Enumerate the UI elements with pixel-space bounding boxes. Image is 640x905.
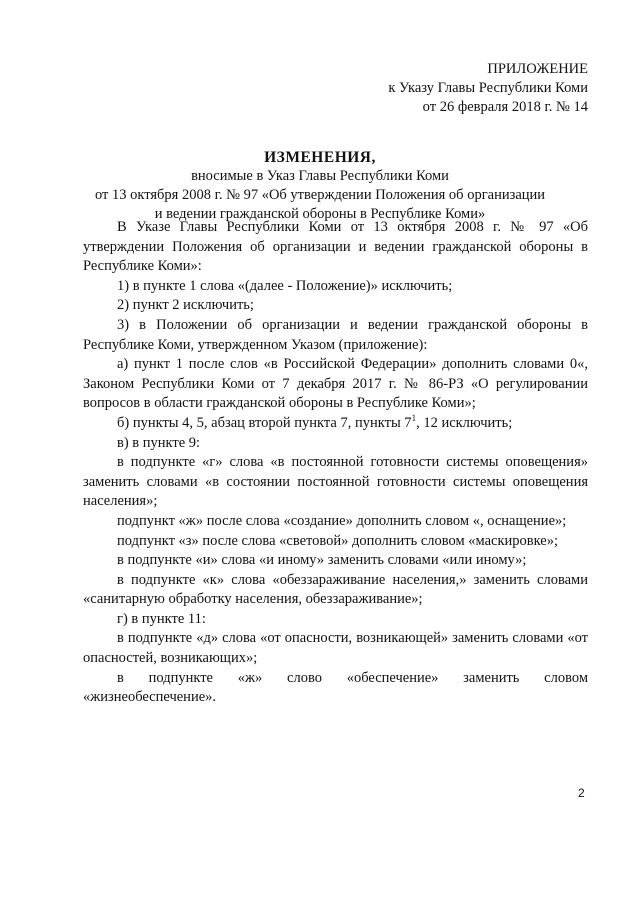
paragraph: в подпункте «и» слова «и иному» заменить словами «или иному»; [117,552,527,569]
paragraph: В Указе Главы Республики Коми от 13 октября 2008 г. № 97 «Об утверждении Положения об организации и ведении гражданской обороны в Республике Коми»: [83,219,588,275]
paragraph-text: , 12 исключить; [416,414,513,431]
title-line-3: и ведении гражданской обороны в Республике Коми» [154,206,486,222]
paragraph: а) пункт 1 после слов «в Российской Федерации» дополнить словами 0«, Законом Республики Коми от 7 декабря 2017 г. № 86-РЗ «О регулировании вопросов в области гражданской обороны в Республике Коми»; [83,356,588,412]
paragraph: подпункт «ж» после слова «создание» дополнить словом «, оснащение»; [117,512,567,529]
page-number: 2 [578,786,585,800]
paragraph: 1) в пункте 1 слова «(далее - Положение)» исключить; [117,277,453,294]
title-heading: ИЗМЕНЕНИЯ, [264,149,376,166]
paragraph: в подпункте «ж» слово «обеспечение» заменить словом «жизнеобеспечение». [83,669,588,706]
document-title [0,148,640,224]
paragraph: 2) пункт 2 исключить; [117,297,254,314]
superscript: 1 [411,413,417,424]
paragraph: в подпункте «к» слова «обеззараживание населения,» заменить словами «санитарную обработку населения, обеззараживание»; [83,571,588,608]
paragraph: в) в пункте 9: [117,434,201,451]
paragraph: г) в пункте 11: [117,610,206,627]
paragraph: в подпункте «д» слова «от опасности, возникающей» заменить словами «от опасностей, возникающих»; [83,630,588,667]
title-line-1: вносимые в Указ Главы Республики Коми [191,168,449,184]
paragraph: подпункт «з» после слова «световой» дополнить словом «маскировке»; [117,532,559,549]
paragraph [83,414,588,434]
appendix-header [388,60,588,117]
paragraph-text: б) пункты 4, 5, абзац второй пункта 7, пункты 7 [117,414,412,431]
appendix-label: ПРИЛОЖЕНИЕ [487,61,588,77]
paragraph: в подпункте «г» слова «в постоянной готовности системы оповещения» заменить словами «в состоянии постоянной готовности системы оповещения населения»; [83,454,588,510]
appendix-decree-ref: к Указу Главы Республики Коми [388,80,588,96]
appendix-decree-date: от 26 февраля 2018 г. № 14 [422,99,588,115]
paragraph: 3) в Положении об организации и ведении гражданской обороны в Республике Коми, утвержденном Указом (приложение): [83,316,588,353]
document-body [83,218,588,708]
title-line-2: от 13 октября 2008 г. № 97 «Об утверждении Положения об организации [94,187,546,203]
